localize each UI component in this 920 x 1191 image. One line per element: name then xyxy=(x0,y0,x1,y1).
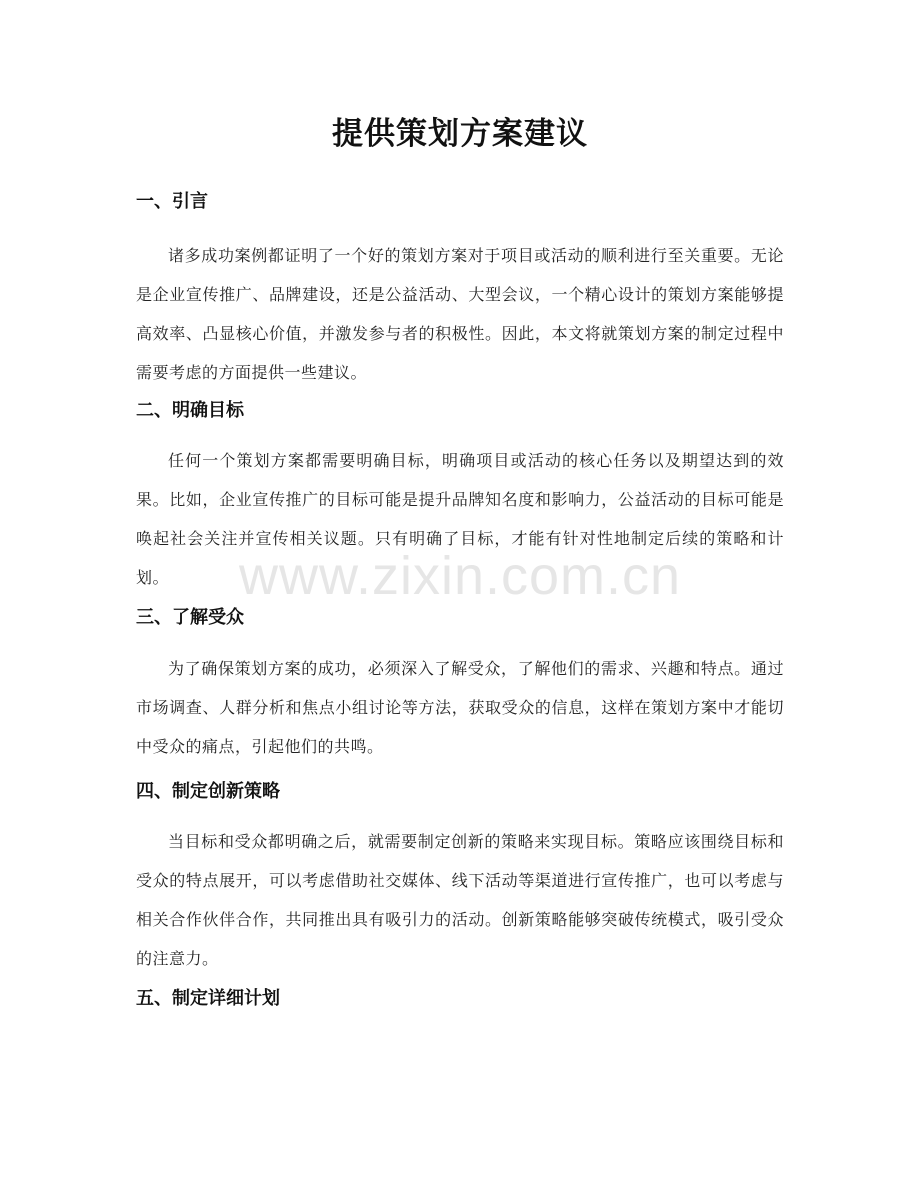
section-paragraph-innovative-strategy: 当目标和受众都明确之后，就需要制定创新的策略来实现目标。策略应该围绕目标和受众的特点展开，可以考虑借助社交媒体、线下活动等渠道进行宣传推广，也可以考虑与相关合作伙伴合作，共同推出具有吸引力的活动。创新策略能够突破传统模式，吸引受众的注意力。 xyxy=(136,832,784,968)
section-heading-innovative-strategy: 四、制定创新策略 xyxy=(136,781,280,802)
section-heading-introduction: 一、引言 xyxy=(136,191,208,212)
section-paragraph-know-audience: 为了确保策划方案的成功，必须深入了解受众，了解他们的需求、兴趣和特点。通过市场调查、人群分析和焦点小组讨论等方法，获取受众的信息，这样在策划方案中才能切中受众的痛点，引起他们的共鸣。 xyxy=(136,659,784,756)
section-paragraph-introduction: 诸多成功案例都证明了一个好的策划方案对于项目或活动的顺利进行至关重要。无论是企业宣传推广、品牌建设，还是公益活动、大型会议，一个精心设计的策划方案能够提高效率、凸显核心价值，并激发参与者的积极性。因此，本文将就策划方案的制定过程中需要考虑的方面提供一些建议。 xyxy=(136,246,784,382)
section-heading-clear-goals: 二、明确目标 xyxy=(136,400,244,421)
section-heading-know-audience: 三、了解受众 xyxy=(136,607,244,628)
document-title: 提供策划方案建议 xyxy=(332,116,588,152)
section-paragraph-clear-goals: 任何一个策划方案都需要明确目标，明确项目或活动的核心任务以及期望达到的效果。比如，企业宣传推广的目标可能是提升品牌知名度和影响力，公益活动的目标可能是唤起社会关注并宣传相关议题。只有明确了目标，才能有针对性地制定后续的策略和计划。 xyxy=(136,451,784,587)
watermark: www.zixin.com.cn xyxy=(238,546,682,606)
section-heading-detailed-plan: 五、制定详细计划 xyxy=(136,988,280,1009)
